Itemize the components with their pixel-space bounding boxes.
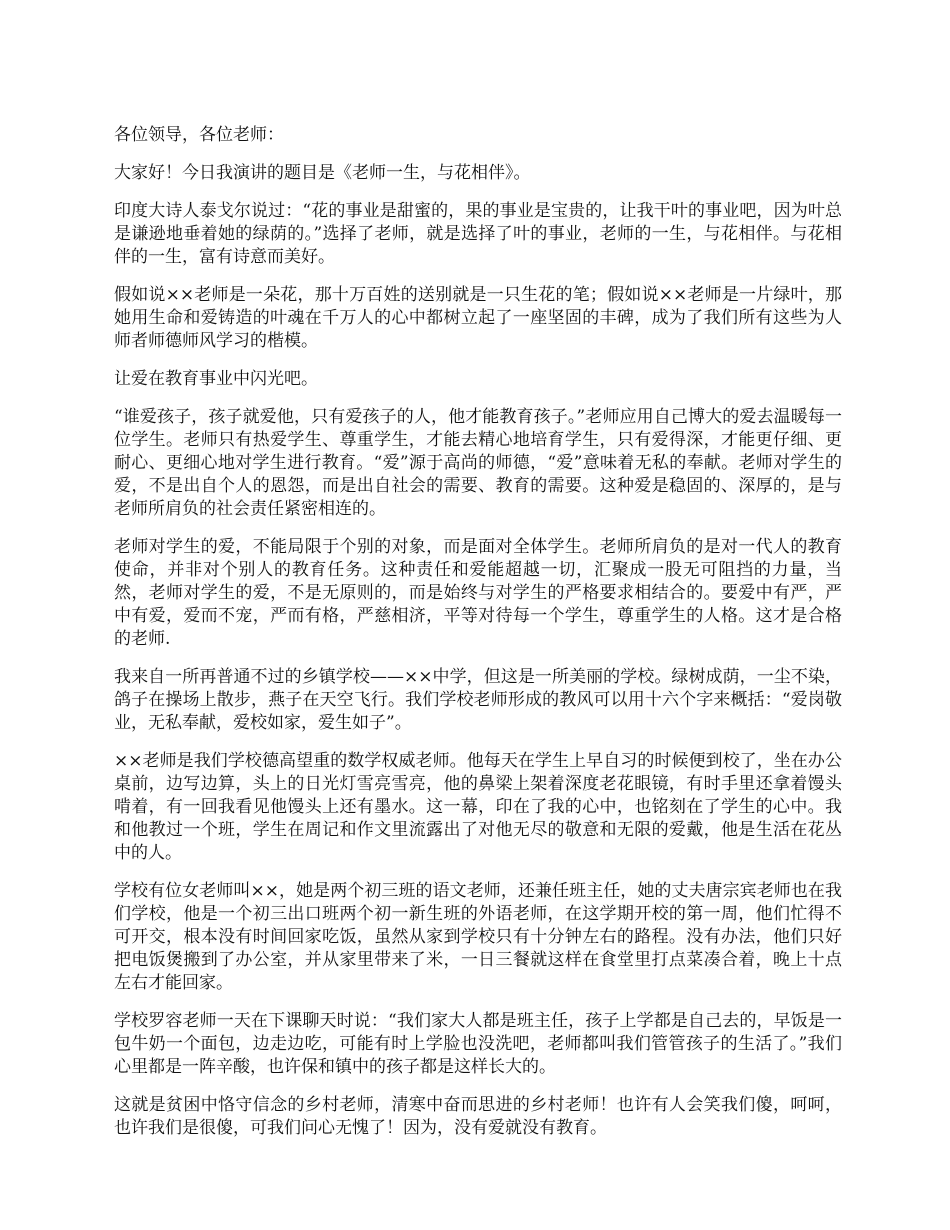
paragraph-math-teacher: ××老师是我们学校德高望重的数学权威老师。他每天在学生上早自习的时候便到校了，坐在办公桌前，边写边算，头上的日光灯雪亮雪亮，他的鼻梁上架着深度老花眼镜，有时手里还拿着馒头啃着，有一回我看见他馒头上还有墨水。这一幕，印在了我的心中，也铭刻在了学生的心中。我和他教过一个班，学生在周记和作文里流露出了对他无尽的敬意和无限的爱戴，他是生活在花丛中的人。 (114, 751, 842, 863)
paragraph-let-love-shine: 让爱在教育事业中闪光吧。 (114, 369, 318, 389)
paragraph-conclusion: 这就是贫困中恪守信念的乡村老师，清寒中奋而思进的乡村老师！也许有人会笑我们傻，呵呵，也许我们是很傻，可我们问心无愧了！因为，没有爱就没有教育。 (114, 1095, 842, 1138)
paragraph-salutation: 各位领导，各位老师： (114, 125, 284, 145)
paragraph-teacher-luo: 学校罗容老师一天在下课聊天时说：“我们家大人都是班主任，孩子上学都是自己去的，早饭是一包牛奶一个面包，边走边吃，可能有时上学脸也没洗吧，老师都叫我们管管孩子的生活了。”我们心里都是一阵辛酸，也许保和镇中的孩子都是这样长大的。 (114, 1011, 842, 1077)
paragraph-love-all-students: 老师对学生的爱，不能局限于个别的对象，而是面对全体学生。老师所肩负的是对一代人的教育使命，并非对个别人的教育任务。这种责任和爱能超越一切，汇聚成一股无可阻挡的力量，当然，老师对学生的爱，不是无原则的，而是始终与对学生的严格要求相结合的。要爱中有严，严中有爱，爱而不宠，严而有格，严慈相济，平等对待每一个学生，尊重学生的人格。这才是合格的老师. (114, 537, 842, 649)
paragraph-our-school: 我来自一所再普通不过的乡镇学校——××中学，但这是一所美丽的学校。绿树成荫，一尘不染，鸽子在操场上散步，燕子在天空飞行。我们学校老师形成的教风可以用十六个字来概括：“爱岗敬业，无私奉献，爱校如家，爱生如子”。 (114, 667, 842, 733)
paragraph-flower-leaf: 假如说××老师是一朵花，那十万百姓的送别就是一只生花的笔；假如说××老师是一片绿叶，那她用生命和爱铸造的叶魂在千万人的心中都树立起了一座坚固的丰碑，成为了我们所有这些为人师者师德师风学习的楷模。 (114, 285, 842, 351)
paragraph-tagore-quote: 印度大诗人泰戈尔说过：“花的事业是甜蜜的，果的事业是宝贵的，让我干叶的事业吧，因为叶总是谦逊地垂着她的绿荫的。”选择了老师，就是选择了叶的事业，老师的一生，与花相伴。与花相伴的一生，富有诗意而美好。 (114, 201, 842, 267)
paragraph-female-teacher: 学校有位女老师叫××，她是两个初三班的语文老师，还兼任班主任，她的丈夫唐宗宾老师也在我们学校，他是一个初三出口班两个初一新生班的外语老师，在这学期开校的第一周，他们忙得不可开交，根本没有时间回家吃饭，虽然从家到学校只有十分钟左右的路程。没有办法，他们只好把电饭煲搬到了办公室，并从家里带来了米，一日三餐就这样在食堂里打点菜凑合着，晚上十点左右才能回家。 (114, 881, 842, 993)
paragraph-love-children: “谁爱孩子，孩子就爱他，只有爱孩子的人，他才能教育孩子。”老师应用自己博大的爱去温暖每一位学生。老师只有热爱学生、尊重学生，才能去精心地培育学生，只有爱得深，才能更仔细、更耐心、更细心地对学生进行教育。“爱”源于高尚的师德，“爱”意味着无私的奉献。老师对学生的爱，不是出自个人的恩怨，而是出自社会的需要、教育的需要。这种爱是稳固的、深厚的，是与老师所肩负的社会责任紧密相连的。 (114, 407, 842, 519)
paragraph-greeting: 大家好！今日我演讲的题目是《老师一生，与花相伴》。 (114, 163, 531, 183)
document-body (114, 124, 842, 1155)
